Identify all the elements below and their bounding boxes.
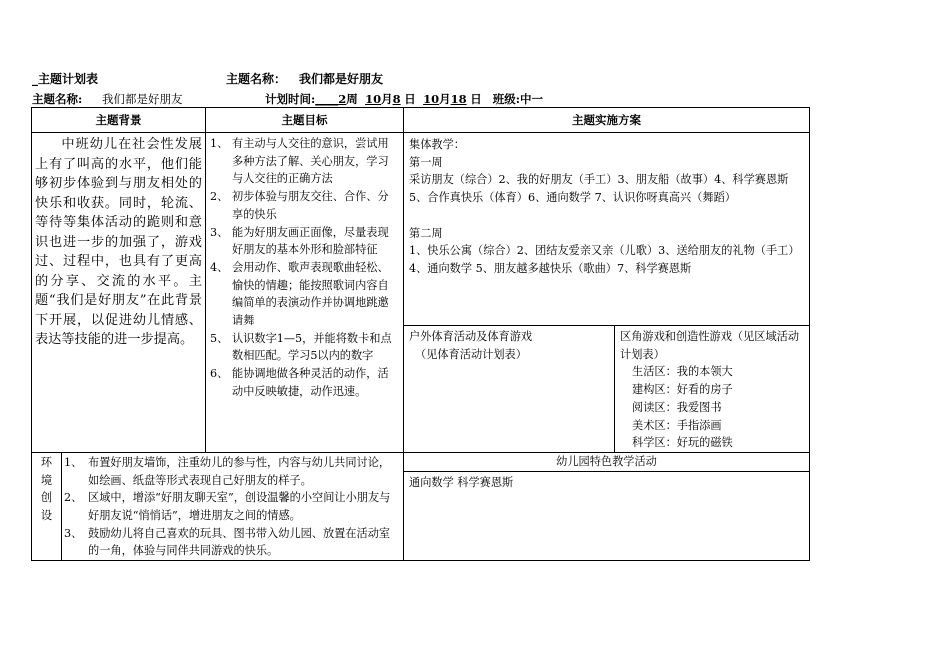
env-label-char: 环 [40,455,53,469]
goal-item: 3、 能为好朋友画正面像，尽量表现好朋友的基本外形和脸部特征 [210,225,389,257]
special-title: 幼儿园特色教学活动 [404,453,809,472]
end-month: 10 [423,92,440,106]
env-label-char: 设 [40,509,53,523]
day-unit-1: 日 [404,92,416,106]
start-month: 10 [365,92,382,106]
background-cell [32,133,206,453]
day-unit-2: 日 [470,92,482,106]
environment-list [62,453,403,560]
plan-line [409,207,804,225]
class-value: 中一 [519,92,543,106]
week-num: 2 [338,92,347,106]
area-title: 区角游戏和创造性游戏（见区域活动计划表） [620,330,800,361]
goals-cell [206,133,404,453]
column-header-background: 主题背景 [32,108,206,133]
info-line [32,91,812,107]
collective-teaching-cell [404,133,810,326]
outdoor-note: （见体育活动计划表） [415,347,527,361]
start-day: 8 [392,92,401,106]
theme-title-value: 我们都是好朋友 [299,72,384,86]
plan-time [265,91,543,107]
month-unit-2: 月 [439,92,451,106]
area-item: 阅读区：我爱图书 [632,400,722,414]
goal-item: 1、 有主动与人交往的意识，尝试用多种方法了解、关心朋友，学习与人交往的正确方法 [210,137,389,186]
week-blank: ____ [315,92,339,106]
plan-line: 1、快乐公寓（综合）2、团结友爱亲又亲（儿歌）3、送给朋友的礼物（手工）4、通向数学 5、朋友越多越快乐（歌曲）7、科学赛恩斯 [409,244,800,275]
outdoor-title: 户外体育活动及体育游戏 [409,330,533,343]
environment-cell [62,452,404,560]
background-text: 中班幼儿在社会性发展上有了叫高的水平，他们能够初步体验到与朋友相处的快乐和收获。同时，轮流、等待等集体活动的跪则和意识也进一步的加强了，游戏过、过程中，也具有了更高的分享、交流的水平。主题“我们是好朋友”在此背景下开展，以促进幼儿情感、表达等技能的进一步提高。 [35,137,202,347]
area-item: 美术区：手指添画 [632,418,722,432]
environment-label-cell [32,452,62,560]
goal-item: 6、 能协调地做各种灵活的动作，活动中反映敏捷，动作迅速。 [210,367,389,398]
theme-name-value: 我们都是好朋友 [102,92,183,106]
goal-item: 4、 会用动作、歌声表现歌曲轻松、愉快的情趣；能按照歌词内容自编简单的表演动作并协调地跳邀请舞 [210,260,389,328]
goal-item: 2、 初步体验与朋友交往、合作、分享的快乐 [210,190,389,221]
end-day: 18 [450,92,467,106]
area-games-cell [615,326,810,453]
env-item: 2、 区域中，增添“好朋友聊天室”，创设温馨的小空间让小朋友与好朋友说“悄悄话”，增进朋友之间的情感。 [64,491,391,523]
area-item: 生活区：我的本领大 [632,365,733,379]
env-item: 3、 鼓励幼儿将自己喜欢的玩具、图书带入幼儿园、放置在活动室的一角，体验与同伴共同游戏的快乐。 [64,526,391,558]
env-item: 1、 布置好朋友墙饰，注重幼儿的参与性，内容与幼儿共同讨论，如绘画、纸盘等形式表现自己好朋友的样子。 [64,455,391,487]
plan-line: 第二周 [409,226,443,240]
theme-name-label: 主题名称: [32,92,83,106]
class-label: 班级: [492,92,520,106]
column-header-plan: 主题实施方案 [404,108,810,133]
column-header-goals: 主题目标 [206,108,404,133]
doc-label: _主题计划表 [32,72,99,86]
area-list [620,363,804,452]
plan-table [31,107,810,561]
plan-time-label: 计划时间: [265,92,316,106]
goals-list [206,133,403,401]
outdoor-activity-cell [404,326,615,453]
theme-title-label: 主题名称： [226,72,287,86]
plan-line: 第一周 [409,155,443,169]
area-item: 建构区：好看的房子 [632,383,733,397]
special-activity-cell [404,452,810,560]
document-header [32,70,812,88]
goal-item: 5、 认识数字1—5，并能将数卡和点数相匹配。学习5以内的数字 [210,331,392,363]
area-item: 科学区：好玩的磁铁 [632,436,733,450]
special-text: 通向数学 科学赛恩斯 [409,475,514,489]
env-label-char: 境 [40,473,53,487]
week-unit: 周 [346,92,358,106]
month-unit-1: 月 [381,92,393,106]
env-label-char: 创 [40,491,53,505]
plan-line: 集体教学： [409,138,465,151]
plan-line: 采访朋友（综合）2、我的好朋友（手工）3、朋友船（故事）4、科学赛恩斯 5、合作真快乐（体育）6、通向数学 7、认识你呀真高兴（舞蹈） [409,173,789,205]
